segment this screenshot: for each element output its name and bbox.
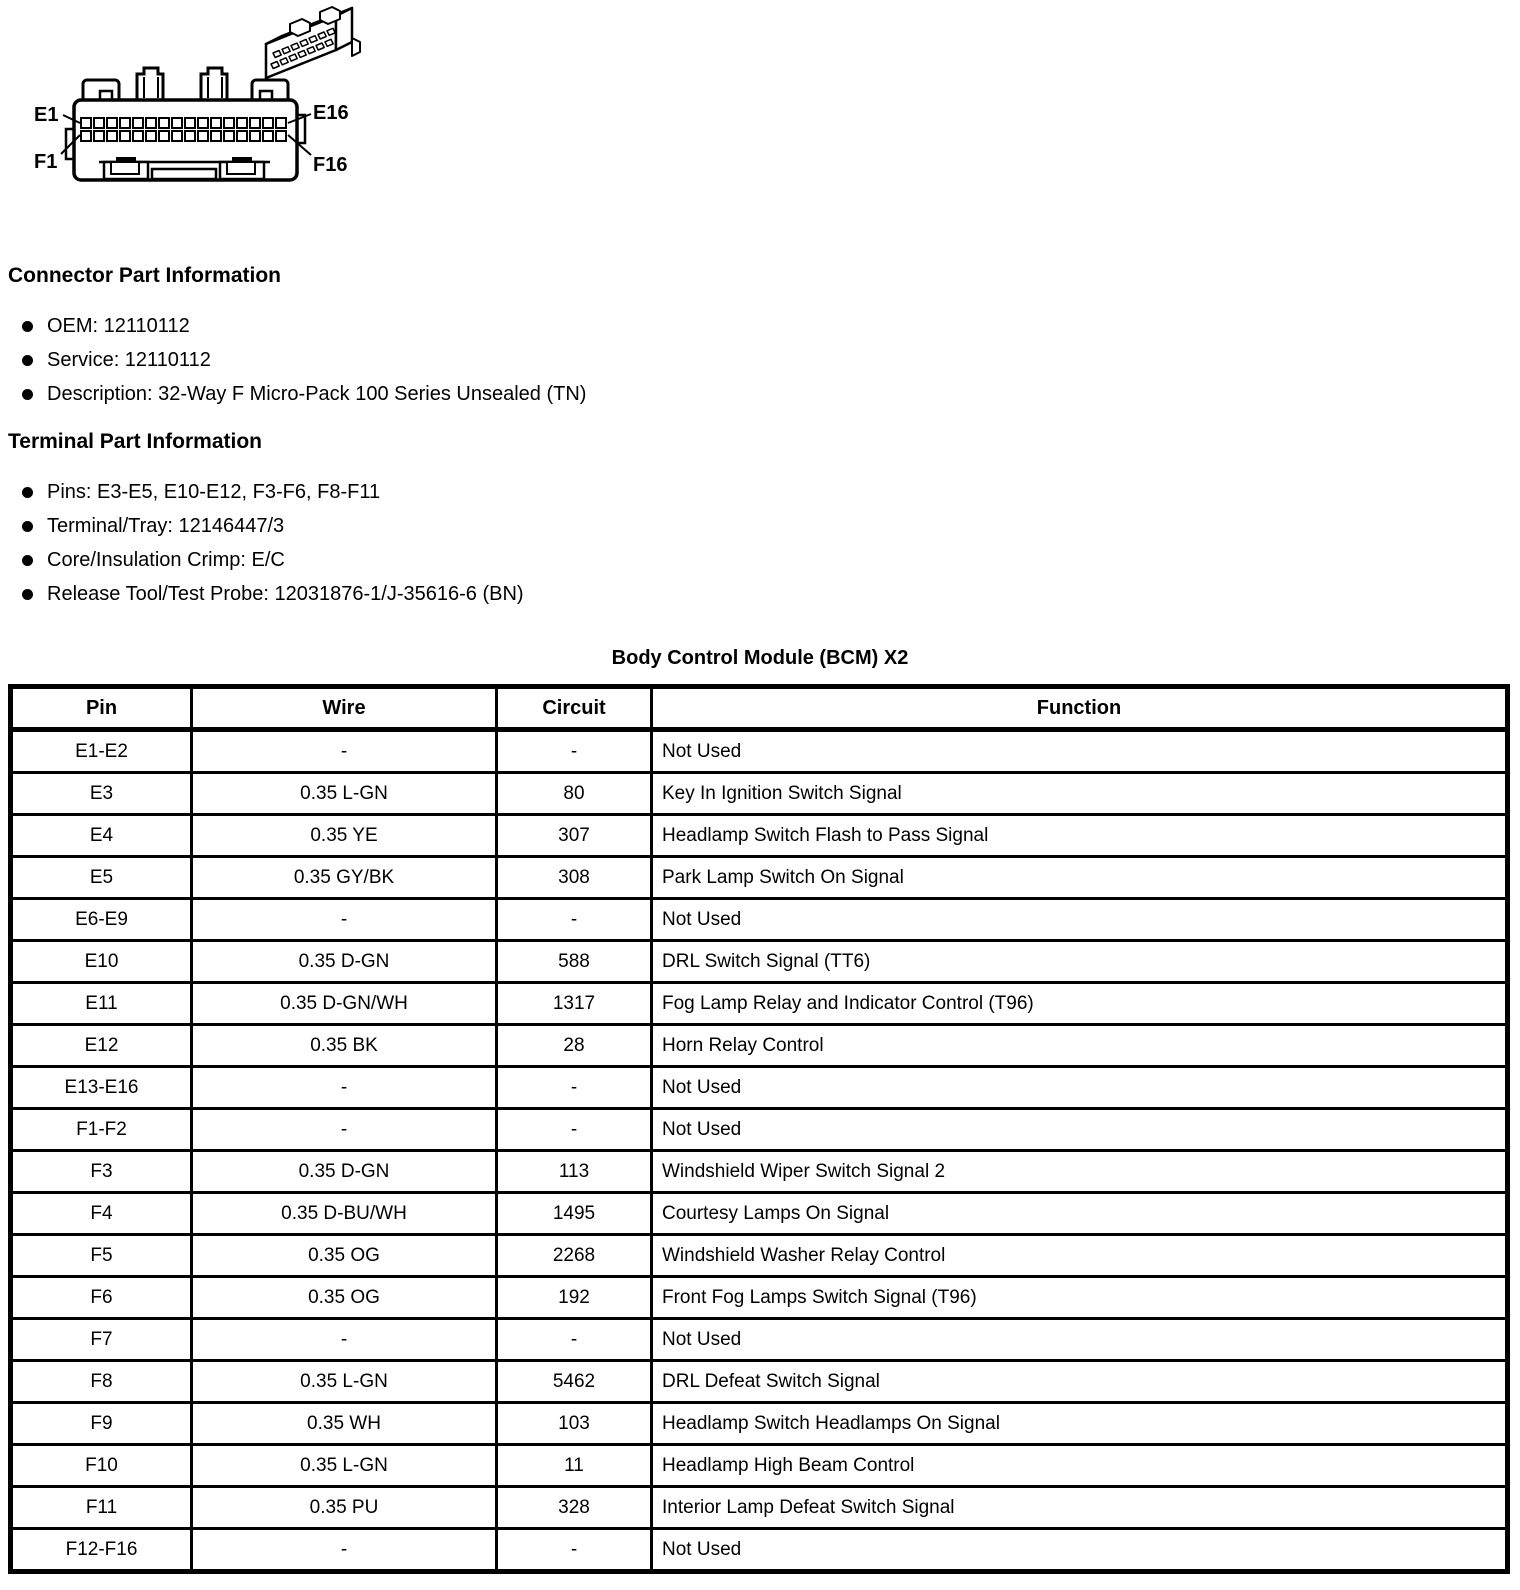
table-row <box>11 1109 1508 1151</box>
circuit-cell: - <box>497 1109 652 1151</box>
table-row <box>11 857 1508 899</box>
circuit-cell: - <box>497 1067 652 1109</box>
list-item-text: Release Tool/Test Probe: 12031876-1/J-35616-6 (BN) <box>47 582 524 605</box>
list-item <box>0 577 1520 611</box>
function-cell: Key In Ignition Switch Signal <box>652 773 1508 815</box>
wire-cell: - <box>192 1529 497 1572</box>
table-row <box>11 1361 1508 1403</box>
pin-cell: F5 <box>11 1235 192 1277</box>
function-cell: Fog Lamp Relay and Indicator Control (T96) <box>652 983 1508 1025</box>
function-cell: Headlamp Switch Headlamps On Signal <box>652 1403 1508 1445</box>
wire-cell: 0.35 L-GN <box>192 1445 497 1487</box>
pin-cell: E4 <box>11 815 192 857</box>
pin-cell: E6-E9 <box>11 899 192 941</box>
wire-cell: 0.35 L-GN <box>192 773 497 815</box>
table-row <box>11 1487 1508 1529</box>
list-item <box>0 509 1520 543</box>
circuit-cell: 588 <box>497 941 652 983</box>
pin-cell: F1-F2 <box>11 1109 192 1151</box>
pin-cell: E12 <box>11 1025 192 1067</box>
circuit-cell: 5462 <box>497 1361 652 1403</box>
function-cell: Headlamp High Beam Control <box>652 1445 1508 1487</box>
function-column-header: Function <box>652 687 1508 730</box>
table-row <box>11 1403 1508 1445</box>
function-cell: Front Fog Lamps Switch Signal (T96) <box>652 1277 1508 1319</box>
circuit-cell: 1495 <box>497 1193 652 1235</box>
wire-cell: 0.35 L-GN <box>192 1361 497 1403</box>
table-row <box>11 1319 1508 1361</box>
pin-cell: E1-E2 <box>11 730 192 773</box>
wire-cell: 0.35 BK <box>192 1025 497 1067</box>
circuit-cell: 192 <box>497 1277 652 1319</box>
list-item <box>0 475 1520 509</box>
bullet-icon <box>22 487 33 498</box>
list-item-text: Service: 12110112 <box>47 348 211 371</box>
wire-cell: 0.35 D-GN <box>192 1151 497 1193</box>
circuit-cell: 80 <box>497 773 652 815</box>
connector-part-heading: Connector Part Information <box>8 264 282 287</box>
table-row <box>11 941 1508 983</box>
circuit-cell: 328 <box>497 1487 652 1529</box>
list-item <box>0 377 1520 411</box>
table-row <box>11 1193 1508 1235</box>
circuit-cell: 103 <box>497 1403 652 1445</box>
connector-iso-view <box>266 7 360 78</box>
list-item-text: Description: 32-Way F Micro-Pack 100 Series Unsealed (TN) <box>47 382 587 405</box>
bullet-icon <box>22 389 33 400</box>
circuit-column-header: Circuit <box>497 687 652 730</box>
circuit-cell: 28 <box>497 1025 652 1067</box>
table-row <box>11 1067 1508 1109</box>
pin-cell: E13-E16 <box>11 1067 192 1109</box>
pin-label-f1: F1 <box>34 151 58 173</box>
wire-cell: - <box>192 899 497 941</box>
function-cell: Not Used <box>652 1319 1508 1361</box>
wire-cell: - <box>192 1067 497 1109</box>
pin-cell: F9 <box>11 1403 192 1445</box>
circuit-cell: 307 <box>497 815 652 857</box>
terminal-part-heading: Terminal Part Information <box>8 430 262 453</box>
function-cell: Not Used <box>652 1529 1508 1572</box>
pin-label-e16: E16 <box>313 102 349 124</box>
wire-cell: 0.35 D-BU/WH <box>192 1193 497 1235</box>
function-cell: Not Used <box>652 730 1508 773</box>
wire-cell: - <box>192 730 497 773</box>
function-cell: Headlamp Switch Flash to Pass Signal <box>652 815 1508 857</box>
function-cell: Park Lamp Switch On Signal <box>652 857 1508 899</box>
function-cell: Not Used <box>652 899 1508 941</box>
circuit-cell: 113 <box>497 1151 652 1193</box>
table-row <box>11 899 1508 941</box>
pin-column-header: Pin <box>11 687 192 730</box>
wire-cell: 0.35 PU <box>192 1487 497 1529</box>
pin-cell: E5 <box>11 857 192 899</box>
list-item-text: Terminal/Tray: 12146447/3 <box>47 514 285 537</box>
pin-cell: F12-F16 <box>11 1529 192 1572</box>
function-cell: Windshield Washer Relay Control <box>652 1235 1508 1277</box>
connector-diagram-svg <box>4 2 384 207</box>
circuit-cell: - <box>497 1529 652 1572</box>
pin-cell: F3 <box>11 1151 192 1193</box>
circuit-cell: - <box>497 730 652 773</box>
pin-cell: F4 <box>11 1193 192 1235</box>
pin-cell: E3 <box>11 773 192 815</box>
table-header-row <box>11 687 1508 730</box>
function-cell: Courtesy Lamps On Signal <box>652 1193 1508 1235</box>
connector-part-list <box>0 309 1520 411</box>
table-row <box>11 983 1508 1025</box>
list-item <box>0 543 1520 577</box>
wire-cell: 0.35 D-GN/WH <box>192 983 497 1025</box>
circuit-cell: 1317 <box>497 983 652 1025</box>
page-root <box>0 2 1520 1590</box>
bullet-icon <box>22 321 33 332</box>
pin-label-e1: E1 <box>34 104 59 126</box>
pin-cell: F10 <box>11 1445 192 1487</box>
circuit-cell: 308 <box>497 857 652 899</box>
table-title: Body Control Module (BCM) X2 <box>611 647 909 669</box>
wire-cell: 0.35 YE <box>192 815 497 857</box>
bullet-icon <box>22 589 33 600</box>
wire-cell: 0.35 GY/BK <box>192 857 497 899</box>
table-row <box>11 815 1508 857</box>
function-cell: Not Used <box>652 1067 1508 1109</box>
pin-cell: E11 <box>11 983 192 1025</box>
wire-column-header: Wire <box>192 687 497 730</box>
pin-cell: E10 <box>11 941 192 983</box>
table-row <box>11 730 1508 773</box>
table-row <box>11 1025 1508 1067</box>
list-item-text: Pins: E3-E5, E10-E12, F3-F6, F8-F11 <box>47 480 381 503</box>
list-item <box>0 309 1520 343</box>
list-item <box>0 343 1520 377</box>
pin-cell: F8 <box>11 1361 192 1403</box>
wire-cell: 0.35 D-GN <box>192 941 497 983</box>
function-cell: Interior Lamp Defeat Switch Signal <box>652 1487 1508 1529</box>
circuit-cell: 2268 <box>497 1235 652 1277</box>
function-cell: Horn Relay Control <box>652 1025 1508 1067</box>
circuit-cell: - <box>497 899 652 941</box>
terminal-part-list <box>0 475 1520 611</box>
table-row <box>11 1445 1508 1487</box>
bcm-pinout-table <box>8 684 1510 1574</box>
pin-cell: F6 <box>11 1277 192 1319</box>
table-row <box>11 1235 1508 1277</box>
function-cell: DRL Switch Signal (TT6) <box>652 941 1508 983</box>
wire-cell: 0.35 OG <box>192 1277 497 1319</box>
table-body <box>11 730 1508 1572</box>
function-cell: Not Used <box>652 1109 1508 1151</box>
list-item-text: Core/Insulation Crimp: E/C <box>47 548 285 571</box>
table-row <box>11 773 1508 815</box>
pin-label-f16: F16 <box>313 154 348 176</box>
table-row <box>11 1151 1508 1193</box>
list-item-text: OEM: 12110112 <box>47 314 190 337</box>
connector-diagram <box>4 2 1520 207</box>
wire-cell: 0.35 OG <box>192 1235 497 1277</box>
bullet-icon <box>22 355 33 366</box>
function-cell: DRL Defeat Switch Signal <box>652 1361 1508 1403</box>
function-cell: Windshield Wiper Switch Signal 2 <box>652 1151 1508 1193</box>
circuit-cell: - <box>497 1319 652 1361</box>
wire-cell: 0.35 WH <box>192 1403 497 1445</box>
pin-cell: F7 <box>11 1319 192 1361</box>
bullet-icon <box>22 555 33 566</box>
bullet-icon <box>22 521 33 532</box>
table-row <box>11 1277 1508 1319</box>
table-row <box>11 1529 1508 1572</box>
pin-cell: F11 <box>11 1487 192 1529</box>
wire-cell: - <box>192 1109 497 1151</box>
circuit-cell: 11 <box>497 1445 652 1487</box>
wire-cell: - <box>192 1319 497 1361</box>
